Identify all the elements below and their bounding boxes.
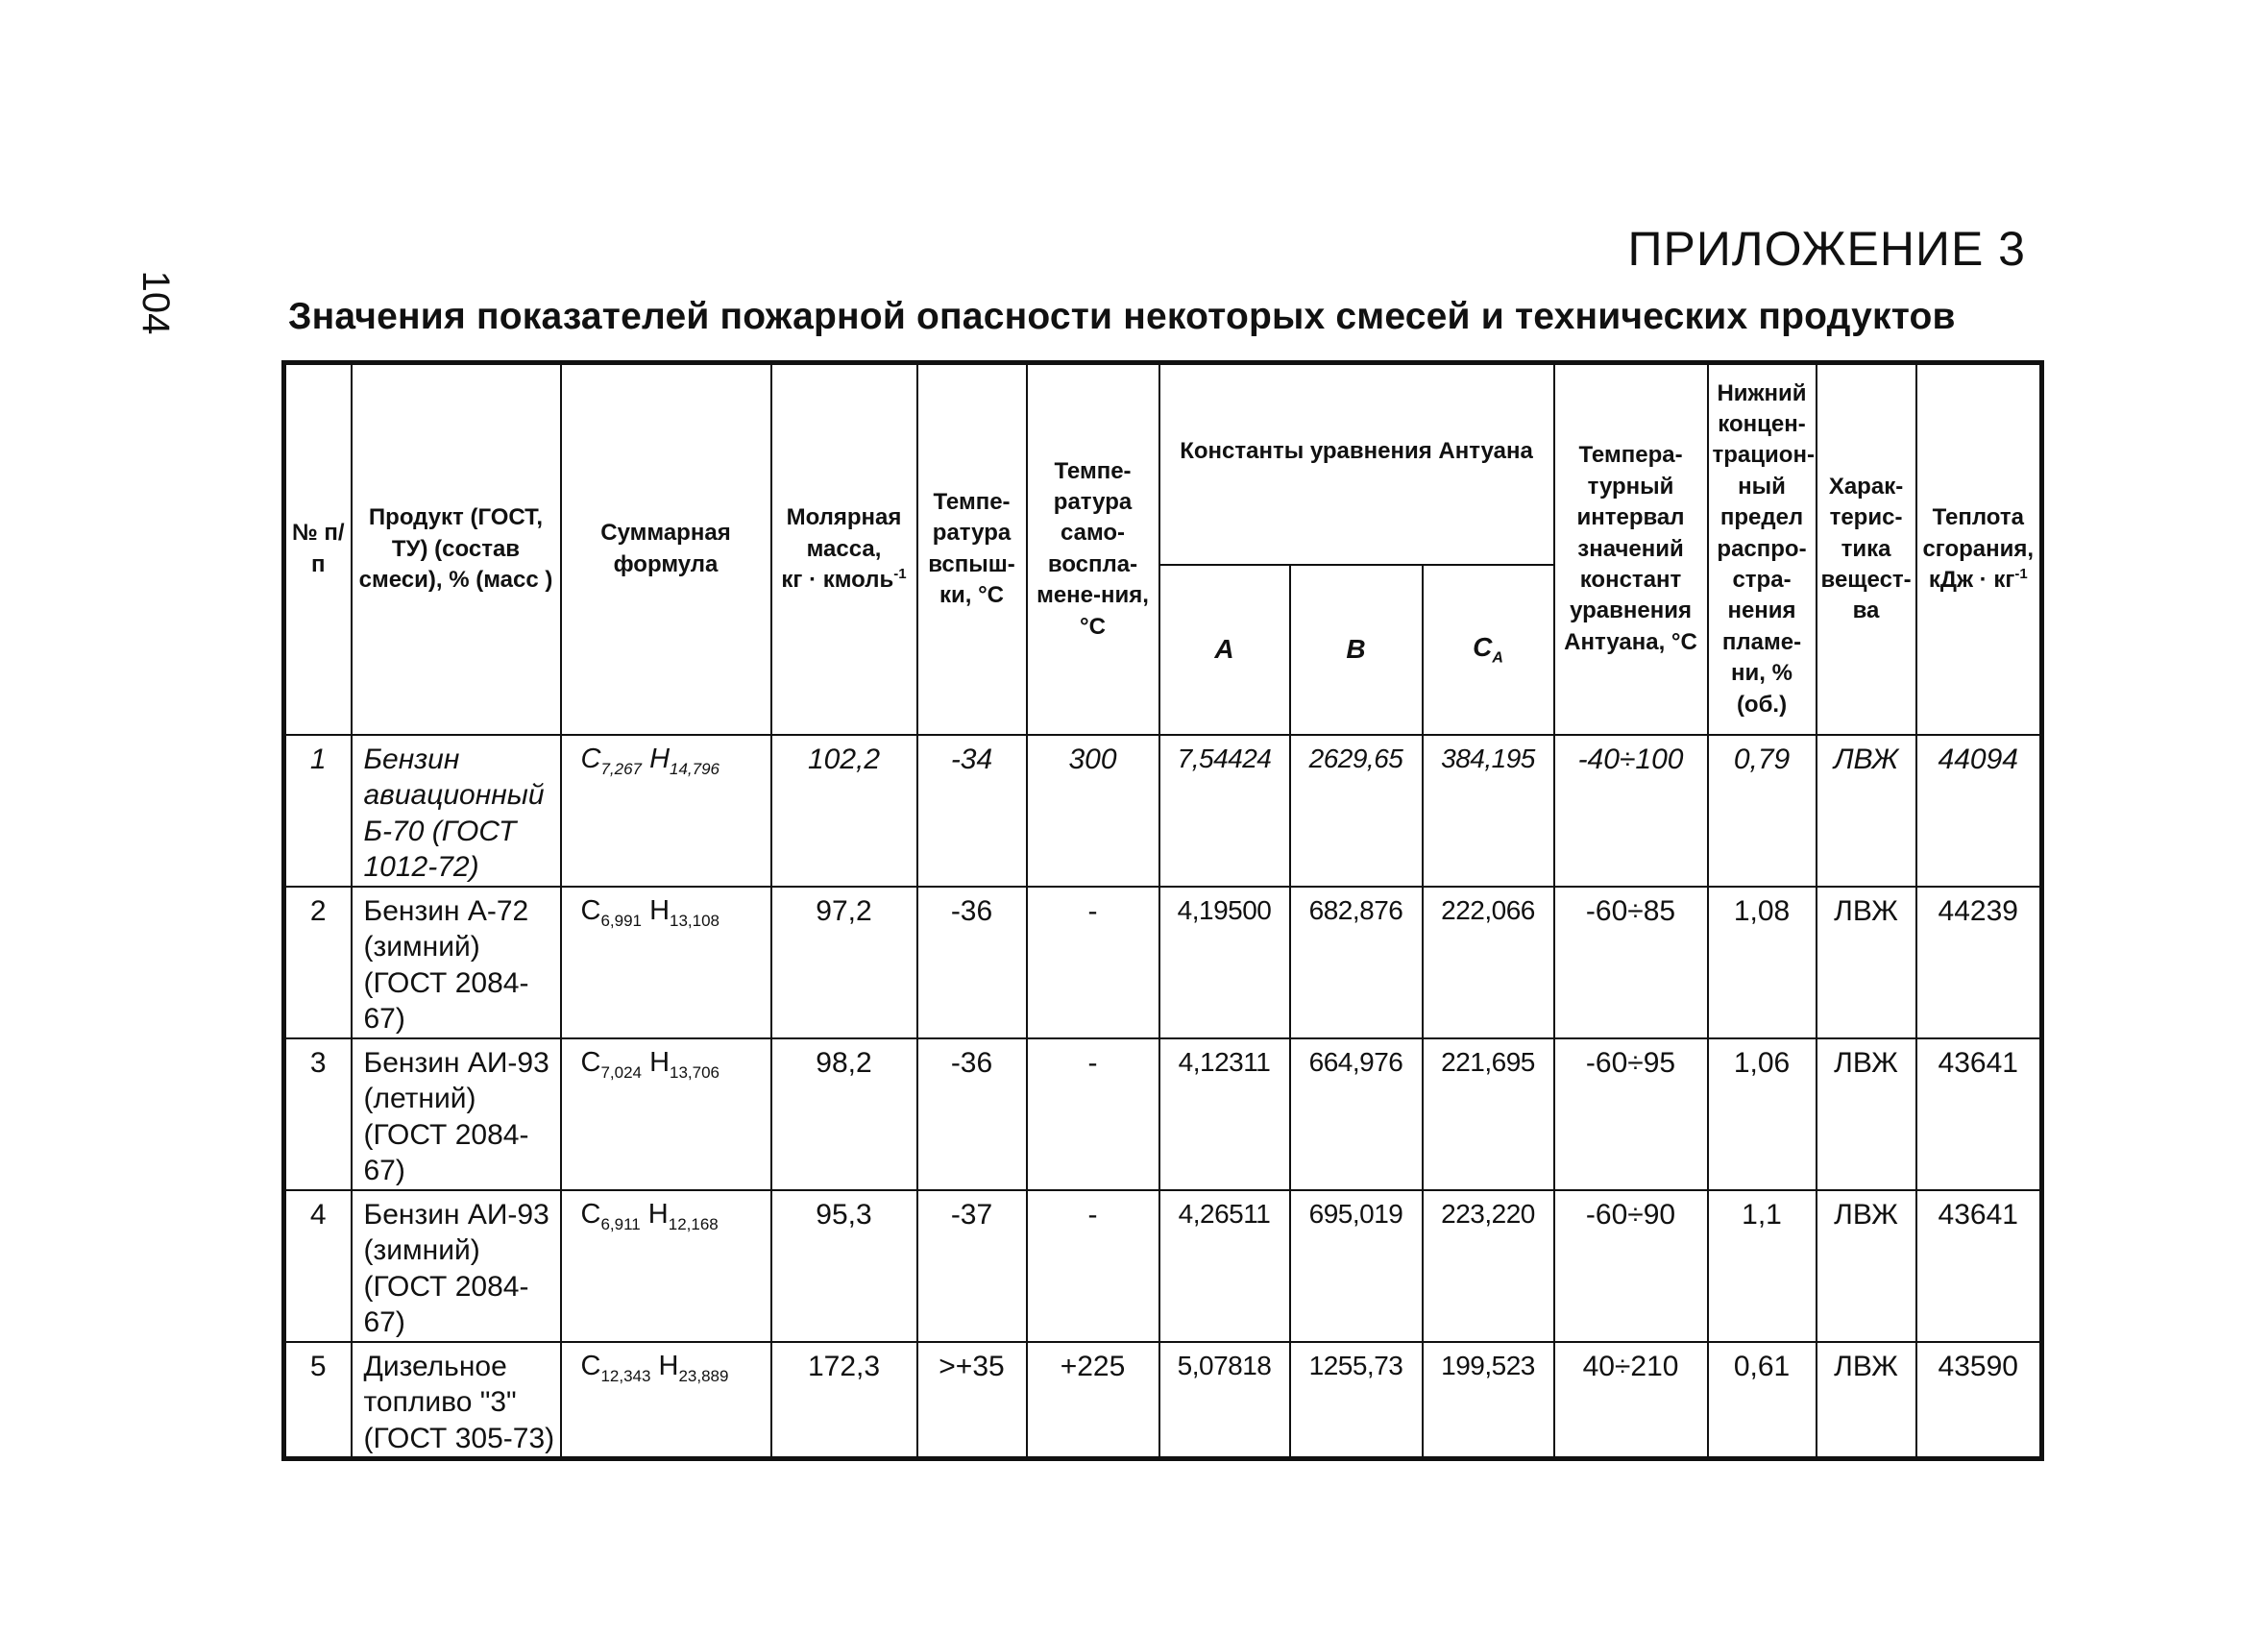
row-lower-limit: 1,1 xyxy=(1708,1190,1817,1342)
formula-c-sub: 7,267 xyxy=(600,759,642,778)
row-molar-mass: 95,3 xyxy=(771,1190,917,1342)
row-ca: 223,220 xyxy=(1423,1190,1554,1342)
formula-h-sub: 12,168 xyxy=(668,1214,719,1233)
row-interval: -40÷100 xyxy=(1554,735,1708,887)
row-b: 664,976 xyxy=(1290,1038,1423,1190)
table-row xyxy=(284,887,2042,1038)
row-autoignition: - xyxy=(1027,1038,1159,1190)
appendix-heading: ПРИЛОЖЕНИЕ 3 xyxy=(1627,222,2026,276)
row-product: Бензин А-72 (зимний) (ГОСТ 2084-67) xyxy=(352,887,561,1038)
formula-h: H xyxy=(649,1046,671,1078)
header-lower-limit: Нижний концен-трацион-ный предел распро-стра-нения пламе-ни, % (об.) xyxy=(1708,363,1817,735)
row-heat: 44239 xyxy=(1916,887,2042,1038)
formula-h: H xyxy=(649,743,671,774)
row-product: Бензин АИ-93 (летний) (ГОСТ 2084-67) xyxy=(352,1038,561,1190)
row-interval: -60÷90 xyxy=(1554,1190,1708,1342)
row-ca: 221,695 xyxy=(1423,1038,1554,1190)
header-ca xyxy=(1423,565,1554,735)
row-heat: 43641 xyxy=(1916,1190,2042,1342)
header-product: Продукт (ГОСТ, ТУ) (состав смеси), % (масс ) xyxy=(352,363,561,735)
row-heat: 44094 xyxy=(1916,735,2042,887)
row-interval: 40÷210 xyxy=(1554,1342,1708,1459)
row-autoignition: +225 xyxy=(1027,1342,1159,1459)
header-ca-letter: C xyxy=(1473,632,1493,663)
table-row xyxy=(284,1342,2042,1459)
row-lower-limit: 0,79 xyxy=(1708,735,1817,887)
row-characteristic: ЛВЖ xyxy=(1817,735,1916,887)
table-title: Значения показателей пожарной опасности некоторых смесей и технических продуктов xyxy=(288,296,1956,337)
formula-h-sub: 23,889 xyxy=(678,1366,729,1385)
formula-c-sub: 6,911 xyxy=(600,1214,641,1233)
row-molar-mass: 97,2 xyxy=(771,887,917,1038)
row-formula xyxy=(561,887,771,1038)
formula-c-sub: 12,343 xyxy=(600,1366,651,1385)
row-number: 5 xyxy=(284,1342,352,1459)
formula-h: H xyxy=(658,1350,679,1381)
row-b: 695,019 xyxy=(1290,1190,1423,1342)
row-b: 1255,73 xyxy=(1290,1342,1423,1459)
header-heat xyxy=(1916,363,2042,735)
row-formula xyxy=(561,1342,771,1459)
formula-c-sub: 6,991 xyxy=(600,911,642,930)
table-row xyxy=(284,1190,2042,1342)
formula-c: C xyxy=(580,743,601,774)
row-characteristic: ЛВЖ xyxy=(1817,1190,1916,1342)
header-ca-sub: A xyxy=(1492,650,1503,667)
row-heat: 43641 xyxy=(1916,1038,2042,1190)
row-interval: -60÷95 xyxy=(1554,1038,1708,1190)
row-a: 7,54424 xyxy=(1159,735,1290,887)
header-b: B xyxy=(1290,565,1423,735)
row-molar-mass: 102,2 xyxy=(771,735,917,887)
row-product: Бензин АИ-93 (зимний) (ГОСТ 2084-67) xyxy=(352,1190,561,1342)
row-number: 2 xyxy=(284,887,352,1038)
row-product: Бензин авиационный Б-70 (ГОСТ 1012-72) xyxy=(352,735,561,887)
header-molar-mass-unit: кг · кмоль xyxy=(781,566,894,593)
formula-c: C xyxy=(580,1350,601,1381)
formula-h: H xyxy=(649,894,671,926)
header-heat-exp: -1 xyxy=(2014,565,2028,582)
row-b: 2629,65 xyxy=(1290,735,1423,887)
header-heat-label: Теплота сгорания, xyxy=(1922,504,2035,562)
table-row xyxy=(284,735,2042,887)
row-ca: 384,195 xyxy=(1423,735,1554,887)
header-flash-temp: Темпе-ратура вспыш-ки, °С xyxy=(917,363,1027,735)
header-number: № п/п xyxy=(284,363,352,735)
row-flash: -34 xyxy=(917,735,1027,887)
formula-h-sub: 14,796 xyxy=(670,759,720,778)
header-characteristic: Харак-терис-тика вещест-ва xyxy=(1817,363,1916,735)
row-ca: 199,523 xyxy=(1423,1342,1554,1459)
row-number: 3 xyxy=(284,1038,352,1190)
formula-c: C xyxy=(580,1198,601,1230)
row-characteristic: ЛВЖ xyxy=(1817,887,1916,1038)
formula-c: C xyxy=(580,894,601,926)
row-ca: 222,066 xyxy=(1423,887,1554,1038)
row-formula xyxy=(561,1190,771,1342)
page-number: 104 xyxy=(134,270,177,335)
header-heat-unit: кДж · кг xyxy=(1928,566,2015,593)
row-formula xyxy=(561,735,771,887)
row-characteristic: ЛВЖ xyxy=(1817,1038,1916,1190)
formula-h-sub: 13,108 xyxy=(670,911,720,930)
row-a: 5,07818 xyxy=(1159,1342,1290,1459)
formula-c-sub: 7,024 xyxy=(600,1062,642,1082)
fire-hazard-table xyxy=(281,360,2044,1461)
row-a: 4,19500 xyxy=(1159,887,1290,1038)
header-antoine: Константы уравнения Антуана xyxy=(1159,363,1554,565)
row-a: 4,12311 xyxy=(1159,1038,1290,1190)
header-temp-interval: Темпера-турный интервал значений констант уравнения Антуана, °С xyxy=(1554,363,1708,735)
row-heat: 43590 xyxy=(1916,1342,2042,1459)
header-molar-mass-label: Молярная масса, xyxy=(786,504,902,562)
row-lower-limit: 1,06 xyxy=(1708,1038,1817,1190)
header-formula: Суммарная формула xyxy=(561,363,771,735)
row-a: 4,26511 xyxy=(1159,1190,1290,1342)
row-molar-mass: 98,2 xyxy=(771,1038,917,1190)
row-autoignition: - xyxy=(1027,887,1159,1038)
row-molar-mass: 172,3 xyxy=(771,1342,917,1459)
row-flash: >+35 xyxy=(917,1342,1027,1459)
row-characteristic: ЛВЖ xyxy=(1817,1342,1916,1459)
table-row xyxy=(284,1038,2042,1190)
formula-c: C xyxy=(580,1046,601,1078)
header-molar-mass xyxy=(771,363,917,735)
row-interval: -60÷85 xyxy=(1554,887,1708,1038)
formula-h: H xyxy=(647,1198,669,1230)
header-a: A xyxy=(1159,565,1290,735)
row-flash: -36 xyxy=(917,1038,1027,1190)
row-lower-limit: 0,61 xyxy=(1708,1342,1817,1459)
row-formula xyxy=(561,1038,771,1190)
formula-h-sub: 13,706 xyxy=(670,1062,720,1082)
header-autoignition-temp: Темпе-ратура само-воспла-мене-ния, °С xyxy=(1027,363,1159,735)
row-autoignition: - xyxy=(1027,1190,1159,1342)
row-flash: -37 xyxy=(917,1190,1027,1342)
row-flash: -36 xyxy=(917,887,1027,1038)
row-lower-limit: 1,08 xyxy=(1708,887,1817,1038)
row-b: 682,876 xyxy=(1290,887,1423,1038)
row-number: 1 xyxy=(284,735,352,887)
row-product: Дизельное топливо "3" (ГОСТ 305-73) xyxy=(352,1342,561,1459)
header-molar-mass-exp: -1 xyxy=(893,565,907,582)
row-number: 4 xyxy=(284,1190,352,1342)
row-autoignition: 300 xyxy=(1027,735,1159,887)
